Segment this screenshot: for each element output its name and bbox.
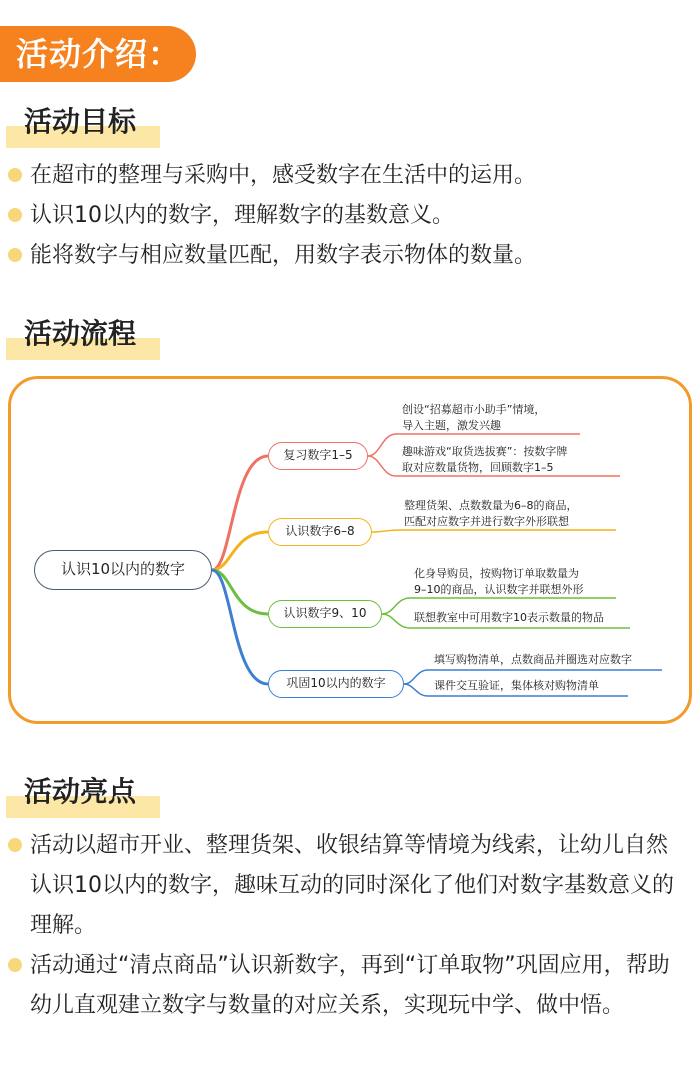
mindmap-branch-2: 认识数字6–8: [268, 518, 372, 546]
goal-text-2: 认识10以内的数字，理解数字的基数意义。: [30, 203, 454, 228]
highlights-heading: 活动亮点: [24, 775, 137, 808]
bullet-dot-icon: [8, 838, 22, 852]
mindmap-leaf-3-2: 联想教室中可用数字10表示数量的物品: [414, 611, 604, 624]
mindmap-leaf-1-2: 趣味游戏“取货选拔赛”：按数字牌 取对应数量货物，回顾数字1–5: [402, 445, 568, 474]
connector-branch-1: [212, 456, 268, 570]
highlights-list: [8, 826, 688, 1026]
intro-banner: 活动介绍：: [0, 26, 196, 82]
process-heading: 活动流程: [24, 317, 137, 350]
connector-leaf-3-1: [382, 598, 410, 614]
highlight-item-1: [8, 826, 688, 946]
connector-leaf-1-1: [368, 434, 396, 456]
mindmap-leaf-3-1: 化身导购员，按购物订单取数量为 9–10的商品，认识数字并联想外形: [414, 567, 584, 596]
connector-branch-4: [212, 570, 268, 684]
connector-leaf-1-2: [368, 456, 396, 476]
highlight-text-2: 活动通过“清点商品”认识新数字，再到“订单取物”巩固应用，帮助幼儿直观建立数字与数量的对应关系，实现玩中学、做中悟。: [30, 953, 670, 1018]
highlight-text-1: 活动以超市开业、整理货架、收银结算等情境为线索，让幼儿自然认识10以内的数字，趣味互动的同时深化了他们对数字基数意义的理解。: [30, 833, 674, 938]
mindmap-branch-3: 认识数字9、10: [268, 600, 382, 628]
goal-text-3: 能将数字与相应数量匹配，用数字表示物体的数量。: [30, 243, 537, 268]
connector-leaf-3-2: [382, 614, 410, 628]
mindmap-branch-4: 巩固10以内的数字: [268, 670, 404, 698]
mindmap-leaf-2-1: 整理货架、点数数量为6–8的商品， 匹配对应数字并进行数字外形联想: [404, 499, 578, 528]
connector-leaf-2-1: [372, 530, 400, 532]
connector-leaf-4-2: [404, 684, 428, 696]
mindmap-leaf-4-1: 填写购物清单，点数商品并圈选对应数字: [434, 653, 632, 666]
connector-leaf-4-1: [404, 670, 428, 684]
goals-heading: 活动目标: [24, 105, 137, 138]
mindmap-leaf-1-1: 创设“招募超市小助手”情境， 导入主题，激发兴趣: [402, 403, 546, 432]
highlight-item-2: [8, 946, 688, 1026]
mindmap-leaf-4-2: 课件交互验证，集体核对购物清单: [434, 679, 599, 692]
mindmap-branch-1: 复习数字1–5: [268, 442, 368, 470]
mindmap-root-node: 认识10以内的数字: [34, 550, 212, 590]
goal-text-1: 在超市的整理与采购中，感受数字在生活中的运用。: [30, 163, 537, 188]
bullet-dot-icon: [8, 958, 22, 972]
